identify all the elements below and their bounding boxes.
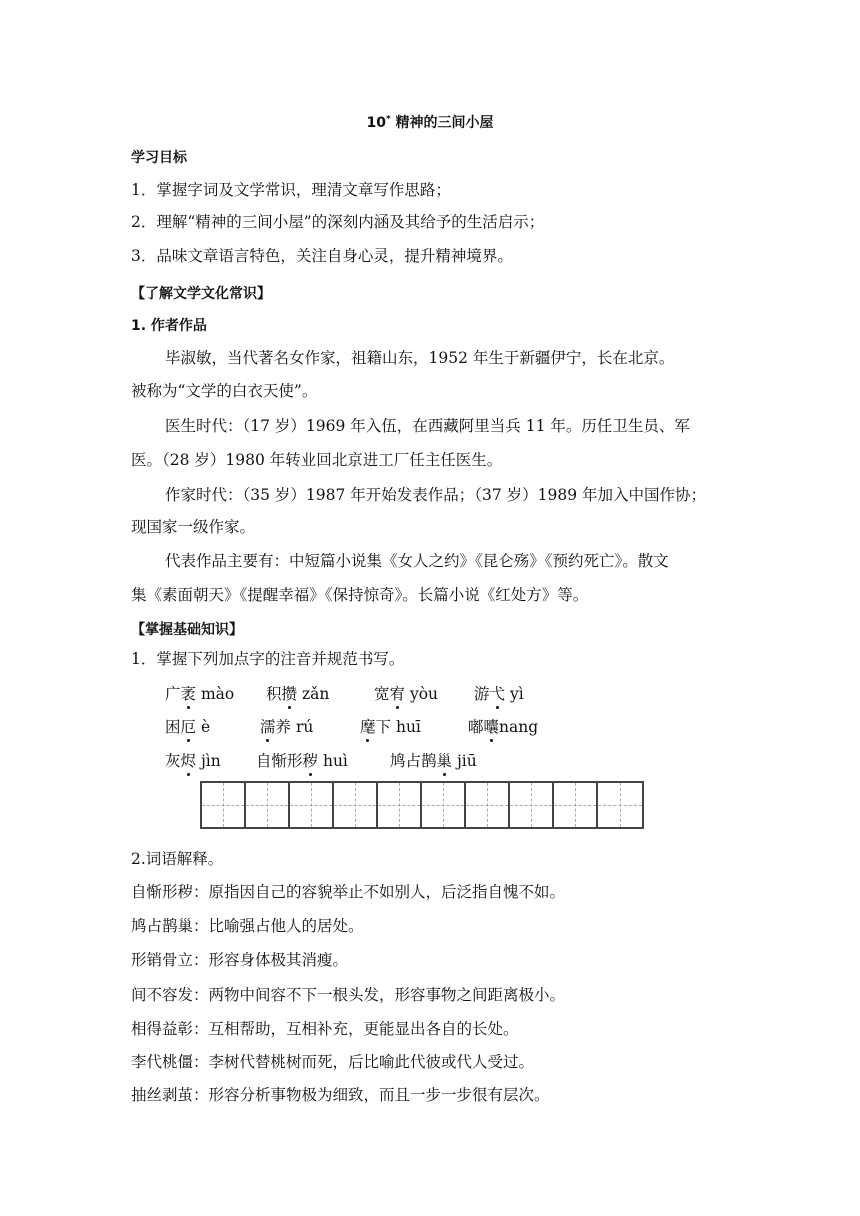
grid-cell[interactable] [202, 783, 246, 827]
grid-cell[interactable] [466, 783, 510, 827]
word-item: 积攒 zǎn [266, 685, 330, 703]
writing-grid [200, 781, 644, 829]
grid-cell[interactable] [510, 783, 554, 827]
dotted-char: 烬 [180, 752, 197, 770]
paragraph-line: 集《素面朝天》《提醒幸福》《保持惊奇》。长篇小说《红处方》等。 [131, 586, 589, 604]
dotted-char: 秽 [302, 752, 319, 770]
grid-cell[interactable] [334, 783, 378, 827]
word-item: 麾下 huī [360, 718, 421, 736]
word-item: 游弋 yì [474, 685, 524, 703]
paragraph-line: 医。（28 岁）1980 年转业回北京进工厂任主任医生。 [131, 451, 503, 469]
paragraph-line: 毕淑敏，当代著名女作家，祖籍山东，1952 年生于新疆伊宁，长在北京。 [165, 349, 675, 367]
grid-cell[interactable] [598, 783, 642, 827]
lesson-title: 精神的三间小屋 [395, 115, 494, 131]
definition-line: 相得益彰：互相帮助，互相补充，更能显出各自的长处。 [131, 1020, 519, 1038]
definition-line: 形销骨立：形容身体极其消瘦。 [131, 951, 349, 969]
dotted-char: 弋 [489, 685, 506, 703]
dotted-char: 濡 [260, 718, 276, 736]
pinyin: rú [295, 718, 314, 736]
question-1: 1．掌握下列加点字的注音并规范书写。 [131, 650, 405, 668]
definition-line: 鸠占鹊巢：比喻强占他人的居处。 [131, 917, 364, 935]
pinyin: huì [322, 752, 348, 770]
dotted-char: 攒 [281, 685, 298, 703]
definition-line: 抽丝剥茧：形容分析事物极为细致，而且一步一步很有层次。 [131, 1086, 550, 1104]
pinyin: jiū [456, 752, 477, 770]
document-title [0, 112, 860, 132]
paragraph-line: 被称为“文学的白衣天使”。 [131, 382, 318, 400]
definition-line: 自惭形秽：原指因自己的容貌举止不如别人，后泛指自愧不如。 [131, 883, 566, 901]
grid-cell[interactable] [290, 783, 334, 827]
section1-subheading: 1. 作者作品 [131, 318, 207, 334]
word-item: 困厄 è [165, 718, 211, 736]
pinyin: è [200, 718, 211, 736]
word-item: 自惭形秽 huì [256, 752, 348, 770]
grid-cell[interactable] [378, 783, 422, 827]
pinyin: jìn [200, 752, 221, 770]
goal-item: 3．品味文章语言特色，关注自身心灵，提升精神境界。 [131, 247, 513, 265]
paragraph-line: 现国家一级作家。 [131, 518, 256, 536]
word-item: 鸠占鹊巢 jiū [390, 752, 477, 770]
pinyin: yì [509, 685, 524, 703]
dotted-char: 囔 [483, 718, 500, 736]
pinyin: huī [395, 718, 421, 736]
paragraph-line: 医生时代：（17 岁）1969 年入伍，在西藏阿里当兵 11 年。历任卫生员、军 [165, 417, 690, 435]
lesson-number: 10 [366, 115, 386, 131]
dotted-char: 宥 [389, 685, 406, 703]
word-item: 灰烬 jìn [165, 752, 221, 770]
goal-item: 1．掌握字词及文学常识，理清文章写作思路； [131, 181, 451, 199]
word-item: 宽宥 yòu [374, 685, 439, 703]
dotted-char: 巢 [436, 752, 453, 770]
dotted-char: 袤 [180, 685, 197, 703]
section2-heading: 【掌握基础知识】 [131, 622, 243, 638]
paragraph-line: 代表作品主要有：中短篇小说集《女人之约》《昆仑殇》《预约死亡》。散文 [165, 552, 669, 570]
question-2: 2.词语解释。 [131, 850, 224, 868]
lesson-mark: * [385, 114, 391, 125]
grid-cell[interactable] [246, 783, 290, 827]
grid-cell[interactable] [422, 783, 466, 827]
definition-line: 间不容发：两物中间容不下一根头发，形容事物之间距离极小。 [131, 986, 566, 1004]
goals-heading: 学习目标 [131, 150, 187, 166]
pinyin: yòu [409, 685, 439, 703]
pinyin: mào [200, 685, 235, 703]
word-item: 嘟囔nang [468, 718, 539, 736]
dotted-char: 麾 [360, 718, 376, 736]
pinyin: zǎn [301, 685, 330, 703]
definition-line: 李代桃僵：李树代替桃树而死，后比喻此代彼或代人受过。 [131, 1053, 535, 1071]
grid-cell[interactable] [554, 783, 598, 827]
paragraph-line: 作家时代：（35 岁）1987 年开始发表作品；（37 岁）1989 年加入中国作协； [165, 486, 707, 504]
goal-item: 2．理解“精神的三间小屋”的深刻内涵及其给予的生活启示； [131, 213, 545, 231]
section1-heading: 【了解文学文化常识】 [131, 286, 271, 302]
dotted-char: 厄 [180, 718, 197, 736]
word-item: 濡养 rú [260, 718, 314, 736]
word-item: 广袤 mào [165, 685, 235, 703]
pinyin: nang [499, 718, 539, 736]
